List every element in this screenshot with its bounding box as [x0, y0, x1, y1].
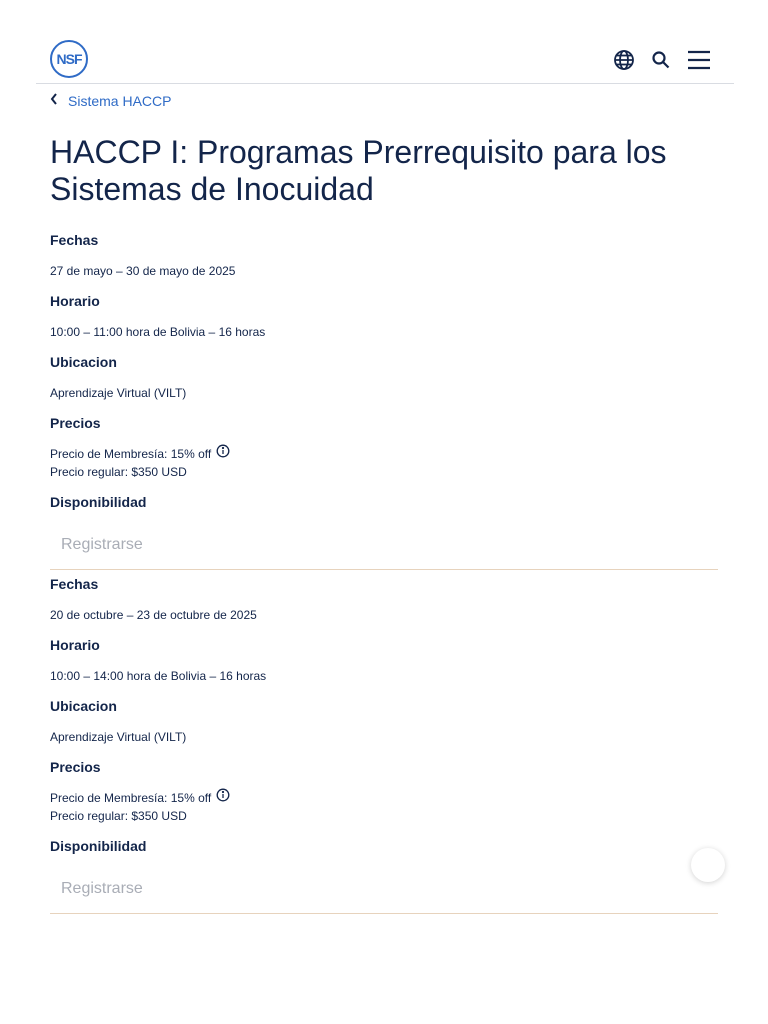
dates-value: 27 de mayo – 30 de mayo de 2025	[50, 264, 236, 278]
info-icon[interactable]	[216, 444, 230, 458]
location-value: Aprendizaje Virtual (VILT)	[50, 386, 187, 400]
session-card	[50, 574, 718, 914]
session-card	[50, 230, 718, 570]
register-button[interactable]: Registrarse	[50, 520, 718, 570]
time-label: Horario	[50, 293, 100, 309]
dates-label: Fechas	[50, 232, 99, 248]
logo-text: NSF	[56, 51, 82, 67]
member-price-row	[50, 789, 718, 807]
hamburger-menu-icon[interactable]	[686, 48, 712, 72]
globe-icon[interactable]	[612, 48, 636, 72]
regular-price: Precio regular: $350 USD	[50, 465, 187, 479]
sessions-list	[50, 230, 718, 914]
dates-value: 20 de octubre – 23 de octubre de 2025	[50, 608, 257, 622]
nsf-logo[interactable]	[50, 40, 88, 78]
time-label: Horario	[50, 637, 100, 653]
site-header	[36, 36, 734, 84]
member-price: Precio de Membresía: 15% off	[50, 791, 212, 805]
location-label: Ubicacion	[50, 354, 117, 370]
breadcrumb-label: Sistema HACCP	[68, 93, 172, 109]
breadcrumb-back-link[interactable]	[50, 92, 171, 110]
register-button[interactable]: Registrarse	[50, 864, 718, 914]
time-value: 10:00 – 14:00 hora de Bolivia – 16 horas	[50, 669, 267, 683]
member-price: Precio de Membresía: 15% off	[50, 447, 212, 461]
prices-label: Precios	[50, 415, 101, 431]
availability-label: Disponibilidad	[50, 838, 147, 854]
regular-price: Precio regular: $350 USD	[50, 809, 187, 823]
availability-label: Disponibilidad	[50, 494, 147, 510]
location-label: Ubicacion	[50, 698, 117, 714]
time-value: 10:00 – 11:00 hora de Bolivia – 16 horas	[50, 325, 266, 339]
prices-label: Precios	[50, 759, 101, 775]
dates-label: Fechas	[50, 576, 99, 592]
floating-action-button[interactable]	[691, 848, 725, 882]
info-icon[interactable]	[216, 788, 230, 802]
location-value: Aprendizaje Virtual (VILT)	[50, 730, 187, 744]
search-icon[interactable]	[649, 48, 673, 72]
chevron-left-icon	[50, 92, 58, 110]
page-title: HACCP I: Programas Prerrequisito para los Sistemas de Inocuidad	[50, 134, 667, 207]
member-price-row	[50, 445, 718, 463]
